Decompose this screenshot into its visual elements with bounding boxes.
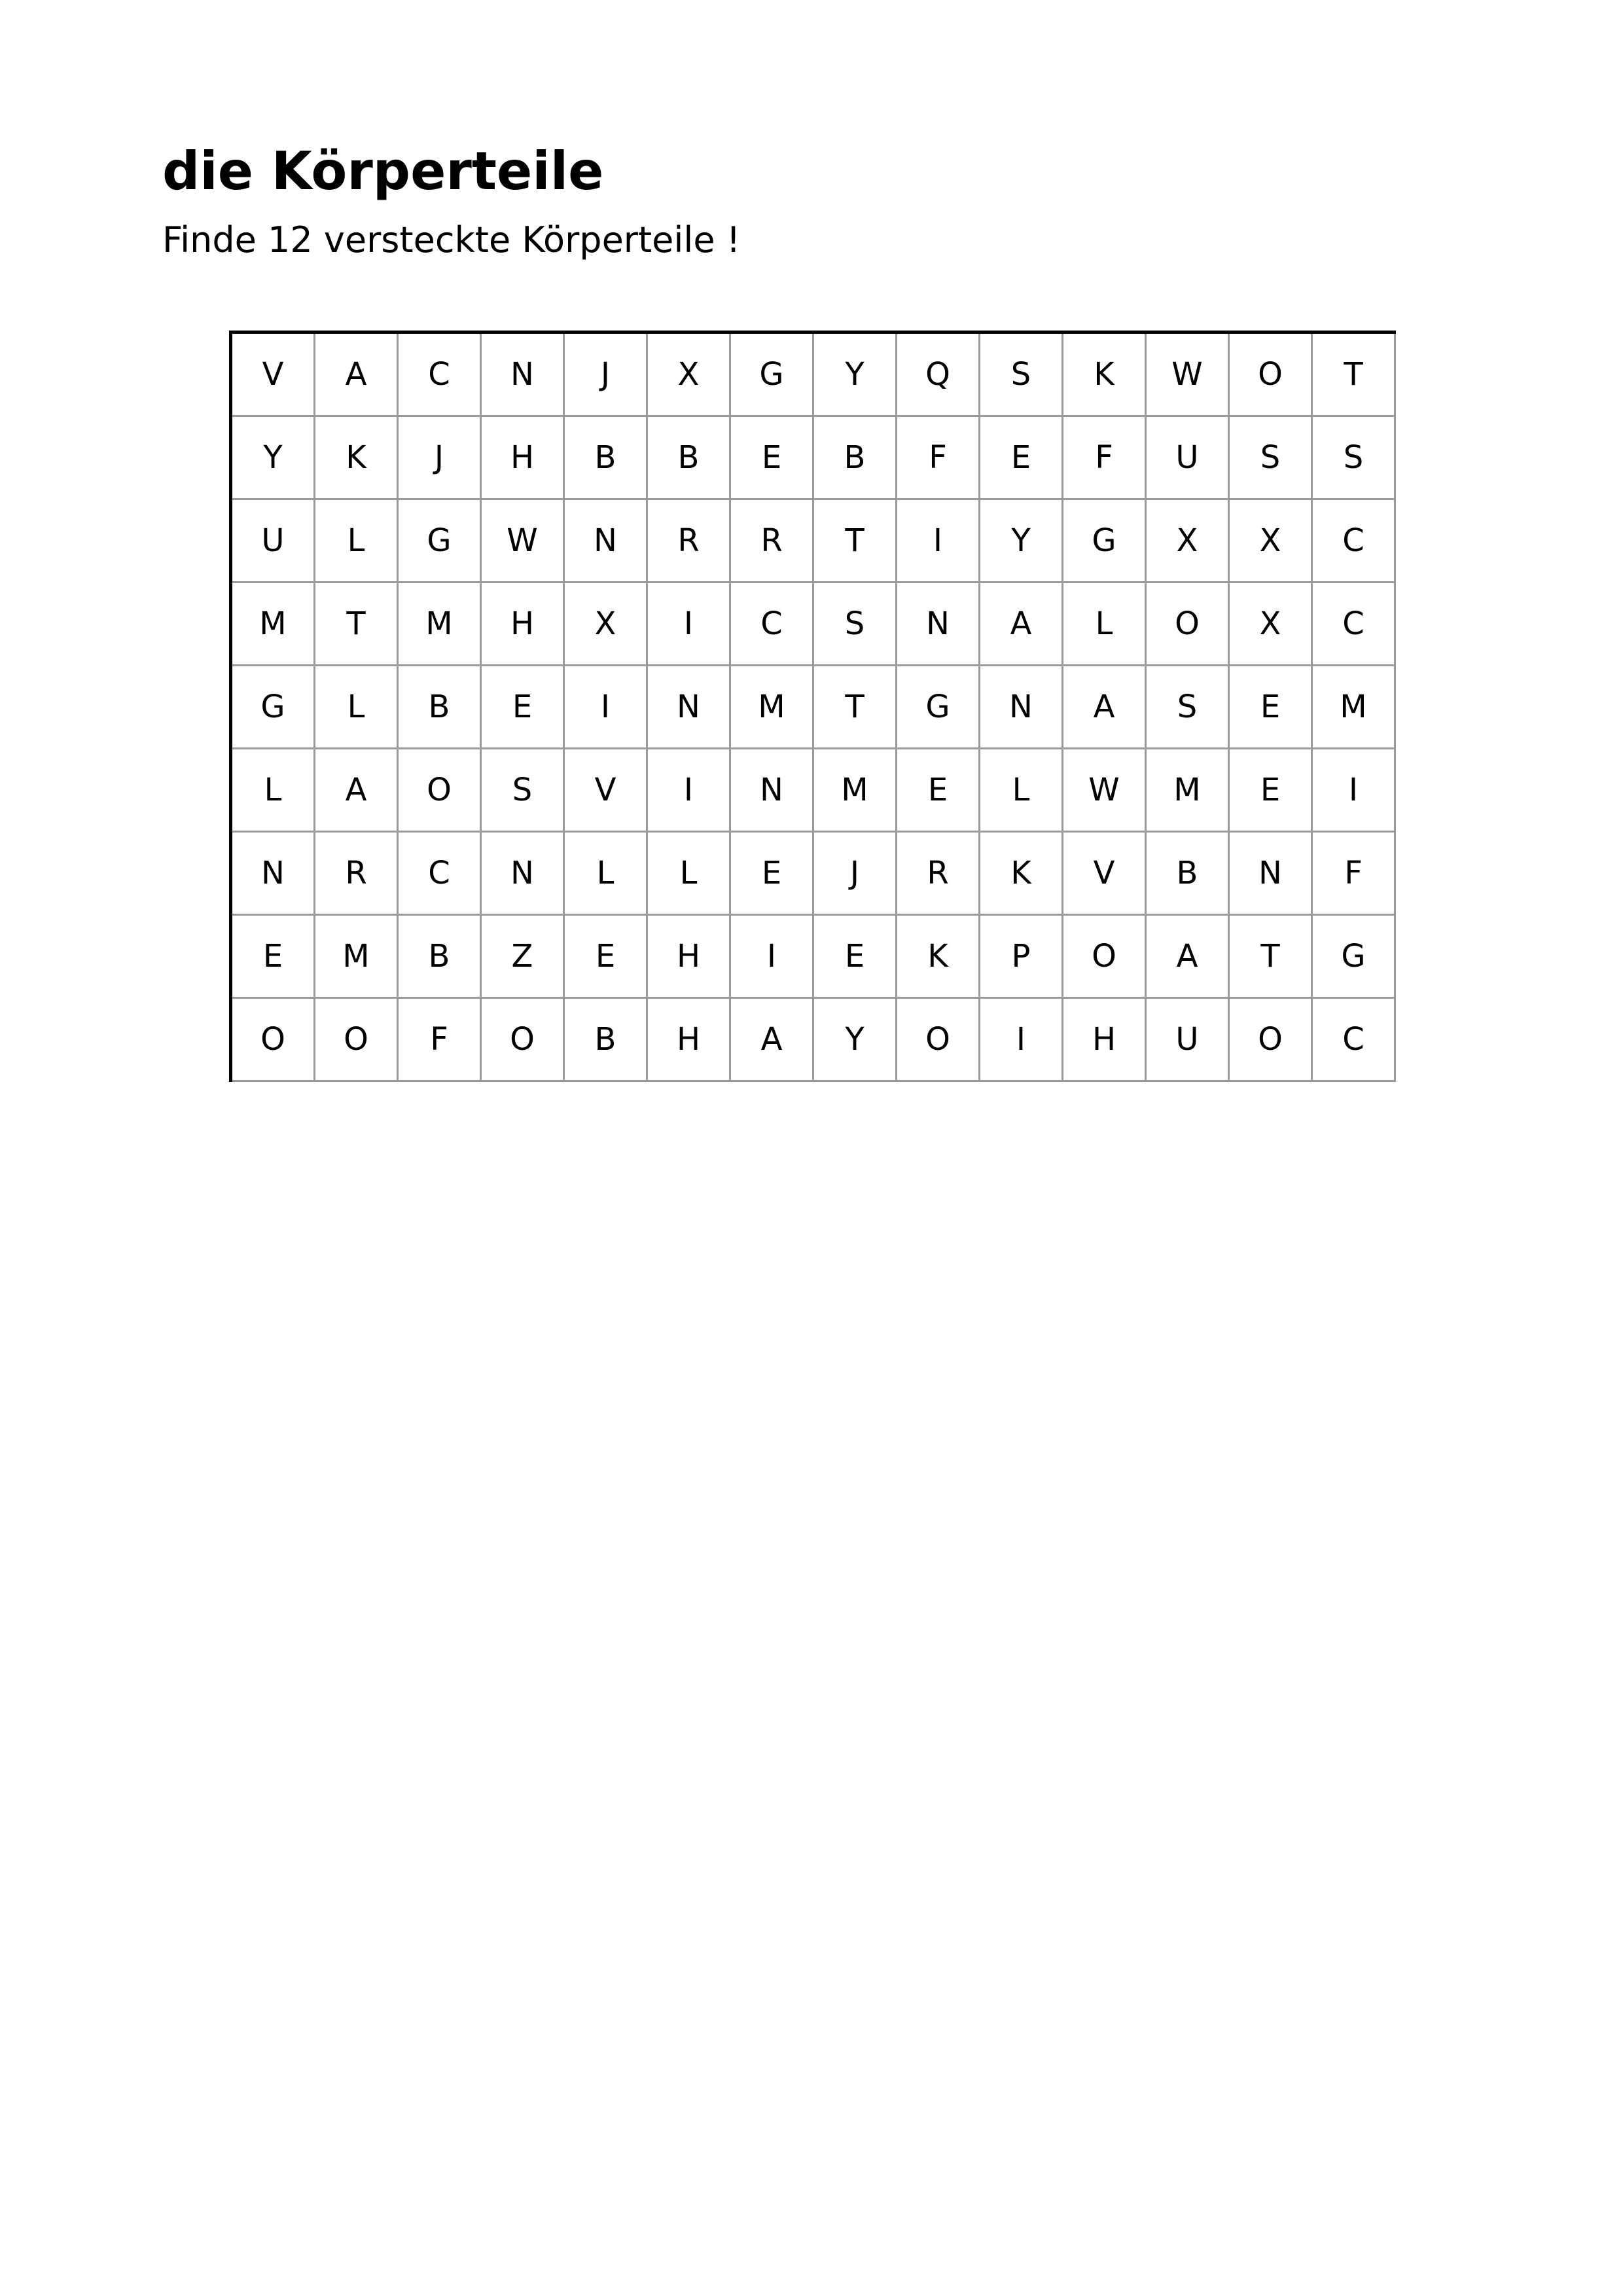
grid-cell: M bbox=[399, 583, 482, 666]
grid-cell: O bbox=[399, 749, 482, 833]
grid-cell: R bbox=[897, 833, 980, 916]
grid-cell: C bbox=[731, 583, 814, 666]
grid-cell: I bbox=[897, 500, 980, 583]
grid-cell: E bbox=[1230, 749, 1313, 833]
grid-row bbox=[232, 749, 1396, 833]
grid-row bbox=[232, 500, 1396, 583]
grid-cell: Y bbox=[814, 334, 897, 417]
grid-cell: S bbox=[1230, 417, 1313, 500]
grid-cell: M bbox=[232, 583, 315, 666]
grid-cell: E bbox=[565, 916, 648, 999]
grid-cell: B bbox=[565, 999, 648, 1082]
grid-cell: O bbox=[1230, 334, 1313, 417]
grid-cell: U bbox=[232, 500, 315, 583]
grid-cell: E bbox=[482, 666, 565, 749]
grid-cell: M bbox=[315, 916, 399, 999]
grid-cell: X bbox=[648, 334, 731, 417]
grid-cell: K bbox=[315, 417, 399, 500]
grid-cell: A bbox=[1063, 666, 1147, 749]
grid-cell: N bbox=[565, 500, 648, 583]
grid-cell: F bbox=[1063, 417, 1147, 500]
grid-cell: B bbox=[814, 417, 897, 500]
grid-cell: H bbox=[648, 916, 731, 999]
grid-cell: N bbox=[897, 583, 980, 666]
grid-cell: M bbox=[1147, 749, 1230, 833]
grid-cell: C bbox=[399, 334, 482, 417]
grid-row bbox=[232, 666, 1396, 749]
grid-cell: B bbox=[1147, 833, 1230, 916]
grid-cell: O bbox=[1063, 916, 1147, 999]
grid-cell: M bbox=[1313, 666, 1396, 749]
grid-cell: O bbox=[1230, 999, 1313, 1082]
grid-cell: A bbox=[315, 334, 399, 417]
grid-cell: V bbox=[1063, 833, 1147, 916]
grid-cell: I bbox=[1313, 749, 1396, 833]
grid-cell: L bbox=[648, 833, 731, 916]
grid-cell: B bbox=[648, 417, 731, 500]
grid-cell: Y bbox=[980, 500, 1063, 583]
grid-cell: C bbox=[1313, 500, 1396, 583]
grid-cell: S bbox=[1147, 666, 1230, 749]
page-title: die Körperteile bbox=[162, 141, 604, 202]
grid-cell: E bbox=[980, 417, 1063, 500]
grid-cell: C bbox=[399, 833, 482, 916]
grid-cell: I bbox=[731, 916, 814, 999]
grid-cell: Y bbox=[814, 999, 897, 1082]
grid-cell: S bbox=[980, 334, 1063, 417]
grid-cell: F bbox=[399, 999, 482, 1082]
grid-cell: T bbox=[814, 500, 897, 583]
grid-cell: L bbox=[565, 833, 648, 916]
grid-cell: B bbox=[565, 417, 648, 500]
grid-cell: A bbox=[980, 583, 1063, 666]
grid-cell: A bbox=[1147, 916, 1230, 999]
grid-cell: N bbox=[482, 334, 565, 417]
word-search-grid bbox=[229, 331, 1396, 1082]
grid-cell: S bbox=[482, 749, 565, 833]
grid-cell: T bbox=[1230, 916, 1313, 999]
grid-cell: L bbox=[315, 666, 399, 749]
grid-cell: L bbox=[315, 500, 399, 583]
grid-cell: I bbox=[648, 583, 731, 666]
grid-cell: O bbox=[1147, 583, 1230, 666]
grid-cell: Q bbox=[897, 334, 980, 417]
grid-cell: E bbox=[731, 833, 814, 916]
grid-cell: B bbox=[399, 666, 482, 749]
grid-cell: X bbox=[1147, 500, 1230, 583]
grid-cell: F bbox=[1313, 833, 1396, 916]
grid-cell: E bbox=[1230, 666, 1313, 749]
grid-cell: T bbox=[1313, 334, 1396, 417]
grid-cell: S bbox=[1313, 417, 1396, 500]
grid-cell: S bbox=[814, 583, 897, 666]
grid-cell: E bbox=[731, 417, 814, 500]
grid-cell: R bbox=[648, 500, 731, 583]
grid-cell: T bbox=[814, 666, 897, 749]
word-search-grid-viewport bbox=[229, 331, 1367, 1058]
grid-cell: G bbox=[1063, 500, 1147, 583]
grid-cell: H bbox=[1063, 999, 1147, 1082]
grid-cell: J bbox=[565, 334, 648, 417]
grid-cell: G bbox=[897, 666, 980, 749]
grid-cell: R bbox=[731, 500, 814, 583]
grid-cell: I bbox=[648, 749, 731, 833]
grid-cell: L bbox=[980, 749, 1063, 833]
grid-cell: H bbox=[482, 583, 565, 666]
grid-cell: F bbox=[897, 417, 980, 500]
grid-cell: N bbox=[648, 666, 731, 749]
grid-row bbox=[232, 833, 1396, 916]
grid-cell: K bbox=[980, 833, 1063, 916]
grid-row bbox=[232, 417, 1396, 500]
grid-cell: B bbox=[399, 916, 482, 999]
grid-cell: N bbox=[482, 833, 565, 916]
grid-cell: E bbox=[897, 749, 980, 833]
grid-cell: L bbox=[1063, 583, 1147, 666]
grid-cell: Z bbox=[482, 916, 565, 999]
grid-cell: G bbox=[731, 334, 814, 417]
grid-cell: E bbox=[232, 916, 315, 999]
grid-cell: J bbox=[814, 833, 897, 916]
grid-cell: W bbox=[1063, 749, 1147, 833]
grid-cell: P bbox=[980, 916, 1063, 999]
grid-cell: O bbox=[897, 999, 980, 1082]
grid-cell: V bbox=[232, 334, 315, 417]
grid-row bbox=[232, 583, 1396, 666]
grid-cell: N bbox=[1230, 833, 1313, 916]
grid-cell: C bbox=[1313, 999, 1396, 1082]
grid-cell: G bbox=[232, 666, 315, 749]
grid-cell: A bbox=[731, 999, 814, 1082]
grid-cell: X bbox=[1230, 500, 1313, 583]
grid-cell: J bbox=[399, 417, 482, 500]
grid-cell: I bbox=[980, 999, 1063, 1082]
grid-cell: M bbox=[814, 749, 897, 833]
grid-cell: N bbox=[980, 666, 1063, 749]
grid-cell: G bbox=[399, 500, 482, 583]
grid-cell: U bbox=[1147, 417, 1230, 500]
grid-cell: O bbox=[315, 999, 399, 1082]
grid-cell: E bbox=[814, 916, 897, 999]
grid-cell: H bbox=[648, 999, 731, 1082]
grid-cell: I bbox=[565, 666, 648, 749]
grid-cell: W bbox=[1147, 334, 1230, 417]
grid-cell: V bbox=[565, 749, 648, 833]
grid-row bbox=[232, 916, 1396, 999]
grid-cell: H bbox=[482, 417, 565, 500]
grid-cell: T bbox=[315, 583, 399, 666]
grid-cell: N bbox=[232, 833, 315, 916]
grid-cell: M bbox=[731, 666, 814, 749]
grid-cell: C bbox=[1313, 583, 1396, 666]
grid-cell: X bbox=[565, 583, 648, 666]
grid-cell: Y bbox=[232, 417, 315, 500]
grid-row bbox=[232, 999, 1396, 1082]
grid-cell: N bbox=[731, 749, 814, 833]
grid-cell: R bbox=[315, 833, 399, 916]
grid-cell: A bbox=[315, 749, 399, 833]
grid-cell: G bbox=[1313, 916, 1396, 999]
grid-cell: O bbox=[482, 999, 565, 1082]
grid-cell: K bbox=[897, 916, 980, 999]
grid-cell: O bbox=[232, 999, 315, 1082]
grid-cell: W bbox=[482, 500, 565, 583]
grid-cell: L bbox=[232, 749, 315, 833]
grid-cell: U bbox=[1147, 999, 1230, 1082]
grid-row bbox=[232, 334, 1396, 417]
grid-cell: K bbox=[1063, 334, 1147, 417]
grid-cell: X bbox=[1230, 583, 1313, 666]
instruction-text: Finde 12 versteckte Körperteile ! bbox=[162, 219, 741, 260]
